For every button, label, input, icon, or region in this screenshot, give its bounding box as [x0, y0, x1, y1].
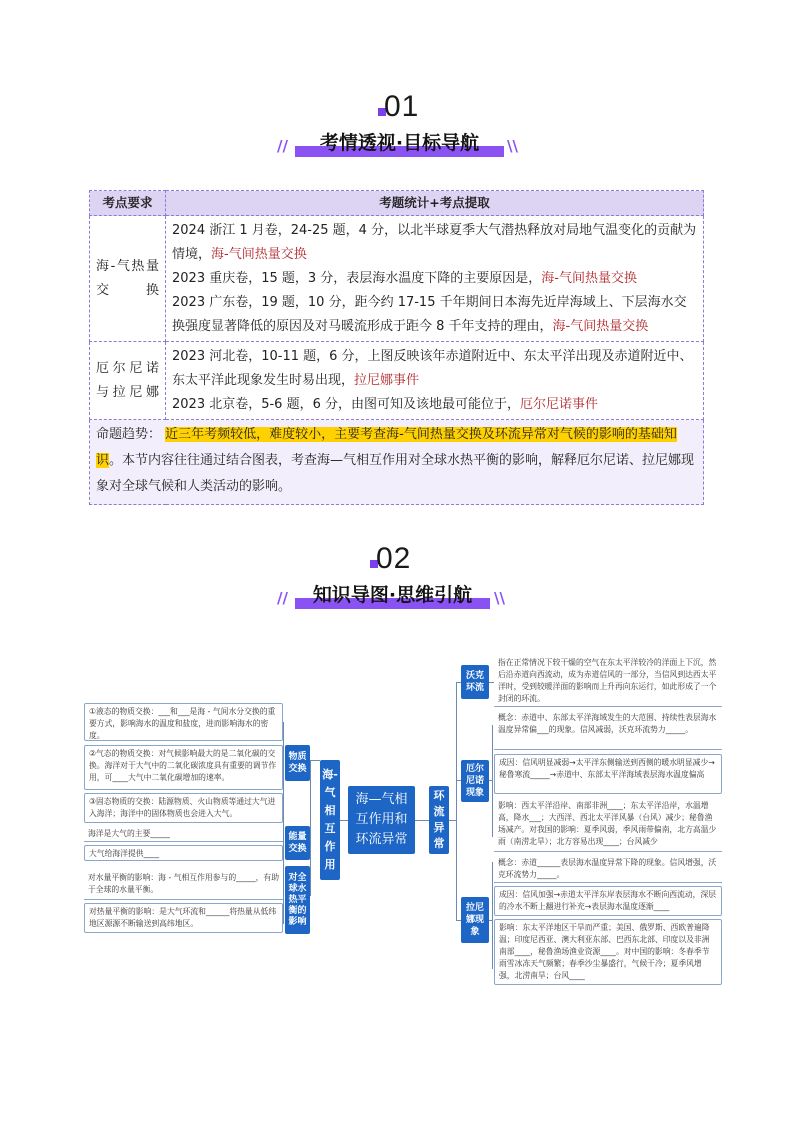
mindmap-center: 海—气相互作用和环流异常	[348, 786, 415, 854]
table-header-cell: 考点要求	[90, 191, 166, 216]
leaf-box: 影响：东太平洋地区干旱而严重；美国、俄罗斯、西欧普遍降温；印度尼西亚、澳大利亚东部、巴西东北部、印度以及非洲南部____，秘鲁渔场渔业资源____。对中国的影响：冬春季节雨雪冰冻天气频繁；春季沙尘暴盛行，气候干冷；夏季风增强，北涝南旱；台风____	[494, 919, 722, 985]
mindmap-node-la-nina: 拉尼娜现象	[461, 897, 489, 943]
title-slash-left: //	[277, 589, 288, 607]
connector-line	[456, 682, 457, 920]
exam-item-tag: 海-气间热量交换	[211, 247, 307, 262]
exam-item-text: 2023 重庆卷，15 题，3 分，表层海水温度下降的主要原因是，	[172, 271, 542, 286]
mindmap-node-walker: 沃克环流	[461, 665, 489, 699]
exam-item-text: 2024 浙江 1 月卷，24-25 题，4 分，以北半球夏季大气潜热释放对局地气温变化的贡献为情境，	[172, 223, 697, 262]
mindmap-node-el-nino: 厄尔尼诺现象	[461, 760, 489, 802]
leaf-box: ②气态的物质交换：对气候影响最大的是二氧化碳的交换。海洋对于大气中的二氧化碳浓度具有重要的调节作用，可____大气中二氧化碳增加的速率。	[84, 745, 283, 790]
table-header-row	[90, 191, 704, 216]
row-content	[166, 216, 704, 342]
mindmap-branch-circulation: 环流异常	[429, 786, 449, 854]
connector-line	[449, 820, 456, 821]
mindmap-branch-sea-air: 海-气相互作用	[320, 760, 340, 880]
leaf-box: 对水量平衡的影响：海 - 气相互作用参与的_____，有助于全球的水量平衡。	[84, 870, 283, 900]
title-slash-right: \\	[494, 589, 505, 607]
trend-cell	[90, 420, 704, 505]
leaf-box: ①液态的物质交换：___和___是海 - 气间水分交换的重要方式，影响海水的温度和盐度，进而影响海水的密度。	[84, 703, 283, 741]
trend-label: 命题趋势：	[96, 427, 162, 442]
connector-line	[492, 725, 493, 837]
leaf-box: 影响：西太平洋沿岸、南部非洲____；东太平洋沿岸，水温增高，降水___；大西洋、西北太平洋风暴（台风）减少；秘鲁渔场减产。对我国的影响：夏季风弱，季风雨带偏南，北方高温少雨（南涝北旱）；北方容易出现____；台风减少	[494, 798, 722, 852]
connector-line	[489, 780, 493, 781]
connector-line	[310, 760, 320, 761]
section-number: 02	[376, 542, 412, 575]
leaf-box: 成因：信风明显减弱→太平洋东侧输送到西侧的暖水明显减少→秘鲁寒流_____→赤道中、东部太平洋海域表层海水温度偏高	[494, 754, 722, 794]
table-row	[90, 342, 704, 420]
mindmap-node-water-heat-balance: 对全球水热平衡的影响	[285, 866, 310, 934]
leaf-box: 海洋是大气的主要_____	[84, 826, 283, 842]
section-number: 01	[384, 90, 420, 123]
trend-text: 。本节内容往往通过结合图表，考查海—气相互作用对全球水热平衡的影响，解释厄尔尼诺、拉尼娜现象对全球气候和人类活动的影响。	[96, 453, 695, 494]
connector-line	[340, 820, 348, 821]
exam-item-text: 2023 北京卷，5-6 题，6 分，由图可知及该地最可能位于，	[172, 397, 520, 412]
connector-line	[489, 920, 493, 921]
connector-line	[492, 862, 493, 969]
exam-item-text: 2023 广东卷，19 题，10 分，距今约 17-15 千年期间日本海先近岸海域上、下层海水交换强度显著降低的原因及对马暖流形成于距今 8 千年支持的理由，	[172, 295, 687, 334]
row-label: 厄尔尼诺与拉尼娜	[90, 342, 166, 420]
section-title: 考情透视·目标导航	[319, 132, 480, 154]
leaf-box: 成因：信风加强→赤道太平洋东岸表层海水不断向西流动，深层的冷水不断上翻进行补充→表层海水温度逐渐____	[494, 886, 722, 916]
leaf-box: 大气给海洋提供____	[84, 845, 283, 861]
row-label: 海-气热量交换	[90, 216, 166, 342]
leaf-box: 概念：赤道中、东部太平洋海域发生的大范围、持续性表层海水温度异常偏___的现象。信风减弱，沃克环流势力_____。	[494, 710, 722, 750]
leaf-box: 概念：赤道______表层海水温度异常下降的现象。信风增强，沃克环流势力_____。	[494, 855, 722, 883]
leaf-box: 指在正常情况下较干燥的空气在东太平洋较冷的洋面上下沉，然后沿赤道向西流动，成为赤道信风的一部分，当信风到达西太平洋时，受到较暖洋面的影响而上升再向东运行，如此形成了一个封闭的环流。	[494, 655, 722, 707]
exam-item-tag: 海-气间热量交换	[541, 271, 637, 286]
exam-item-tag: 厄尔尼诺事件	[520, 397, 599, 412]
leaf-box: ③固态物质的交换：陆源物质、火山物质等通过大气进入海洋；海洋中的固体物质也会进入大气。	[84, 793, 283, 823]
section-title: 知识导图·思维引航	[312, 584, 473, 606]
title-slash-right: \\	[507, 137, 518, 155]
title-slash-left: //	[277, 137, 288, 155]
exam-item-text: 2023 河北卷，10-11 题，6 分，上图反映该年赤道附近中、东太平洋出现及赤道附近中、东太平洋此现象发生时易出现，	[172, 349, 693, 388]
table-row	[90, 420, 704, 505]
table-row	[90, 216, 704, 342]
table-header-cell: 考题统计+考点提取	[166, 191, 704, 216]
mindmap-node-energy-exchange: 能量交换	[285, 826, 310, 860]
exam-item-tag: 拉尼娜事件	[354, 373, 420, 388]
trend-highlight: 近三年考频较低，难度较小，主要考查海-气间热量交换及环流异常对气候的影响的基础知识	[96, 427, 677, 468]
connector-line	[310, 760, 311, 895]
mindmap-node-material-exchange: 物质交换	[285, 745, 310, 781]
connector-line	[415, 820, 429, 821]
connector-line	[283, 722, 284, 924]
row-content	[166, 342, 704, 420]
exam-item-tag: 海-气间热量交换	[552, 319, 649, 334]
exam-table	[89, 190, 704, 505]
leaf-box: 对热量平衡的影响：是大气环流和______将热量从低纬地区源源不断输送到高纬地区。	[84, 903, 283, 933]
